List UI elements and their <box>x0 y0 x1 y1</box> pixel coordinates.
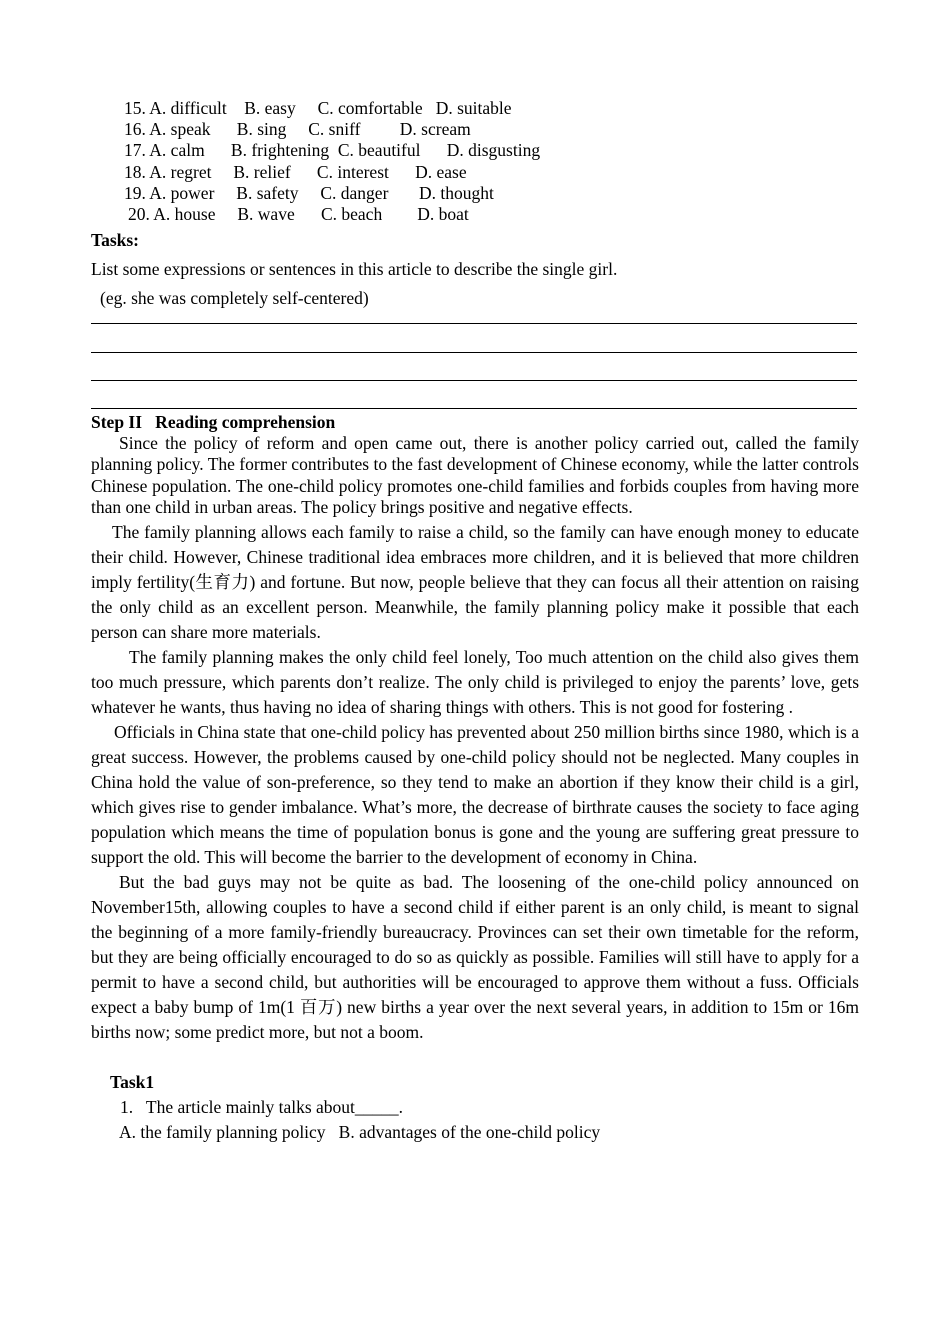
option-row-18: 18. A. regret B. relief C. interest D. ease <box>124 161 467 182</box>
step-ii-heading: Step II Reading comprehension <box>91 412 336 433</box>
reading-paragraph-2: The family planning allows each family to raise a child, so the family can have enough money to educate their child. However, Chinese traditional idea embraces more children, and it is believed that more children imply fertility(生育力) and fortune. But now, people believe that they can focus all their attention on raising the only child as an excellent person. Meanwhile, the family planning policy make it possible that each person can share more materials. <box>91 521 859 642</box>
option-row-20: 20. A. house B. wave C. beach D. boat <box>128 203 469 224</box>
tasks-example: (eg. she was completely self-centered) <box>100 288 369 309</box>
option-row-17: 17. A. calm B. frightening C. beautiful D. disgusting <box>124 140 541 161</box>
reading-paragraph-5: But the bad guys may not be quite as bad. The loosening of the one-child policy announced on November15th, allowing couples to have a second child if either parent is an only child, is meant to signal the beginning of a more family-friendly bureaucracy. Provinces can set their own timetable for the reform, but they are being officially encouraged to do so as quickly as possible. Families will still have to apply for a permit to have a second child, but authorities will be encouraged to approve them without a fuss. Officials expect a baby bump of 1m(1 百万) new births a year over the next several years, in addition to 15m or 16m births now; some predict more, but not a boom. <box>91 871 859 1042</box>
option-row-16: 16. A. speak B. sing C. sniff D. scream <box>124 119 471 140</box>
option-row-15: 15. A. difficult B. easy C. comfortable D. suitable <box>124 98 512 118</box>
reading-paragraph-3: The family planning makes the only child feel lonely, Too much attention on the child also gives them too much pressure, which parents don’t realize. The only child is privileged to enjoy the parents’ love, gets whatever he wants, thus having no idea of sharing things with others. This is not good for fostering . <box>91 646 859 717</box>
task1-heading: Task1 <box>110 1071 155 1092</box>
option-row-19: 19. A. power B. safety C. danger D. thought <box>124 182 494 203</box>
answer-blank-line-3 <box>91 380 857 381</box>
answer-options-list <box>124 98 859 225</box>
reading-paragraph-4: Officials in China state that one-child policy has prevented about 250 million births since 1980, which is a great success. However, the problems caused by one-child policy should not be neglected. Many couples in China hold the value of son-preference, so they tend to make an abortion if they know their child is a girl, which gives rise to gender imbalance. What’s more, the decrease of birthrate causes the society to face aging population which means the time of population bonus is gone and the young are suffering great pressure to support the old. This will become the barrier to the development of economy in China. <box>91 721 859 867</box>
document-page <box>91 98 859 1145</box>
answer-blank-line-2 <box>91 352 857 353</box>
tasks-heading: Tasks: <box>91 230 139 251</box>
task1-question-1-options: A. the family planning policy B. advantages of the one-child policy <box>119 1121 601 1142</box>
task1-question-1: 1. The article mainly talks about_____. <box>120 1096 404 1117</box>
answer-blank-line-1 <box>91 323 857 324</box>
answer-blank-line-4 <box>91 408 857 409</box>
tasks-instruction: List some expressions or sentences in this article to describe the single girl. <box>91 259 618 280</box>
reading-paragraph-1: Since the policy of reform and open came out, there is another policy carried out, called the family planning policy. The former contributes to the fast development of Chinese economy, while the latter controls Chinese population. The one-child policy promotes one-child families and forbids couples from having more than one child in urban areas. The policy brings positive and negative effects. <box>91 433 859 517</box>
